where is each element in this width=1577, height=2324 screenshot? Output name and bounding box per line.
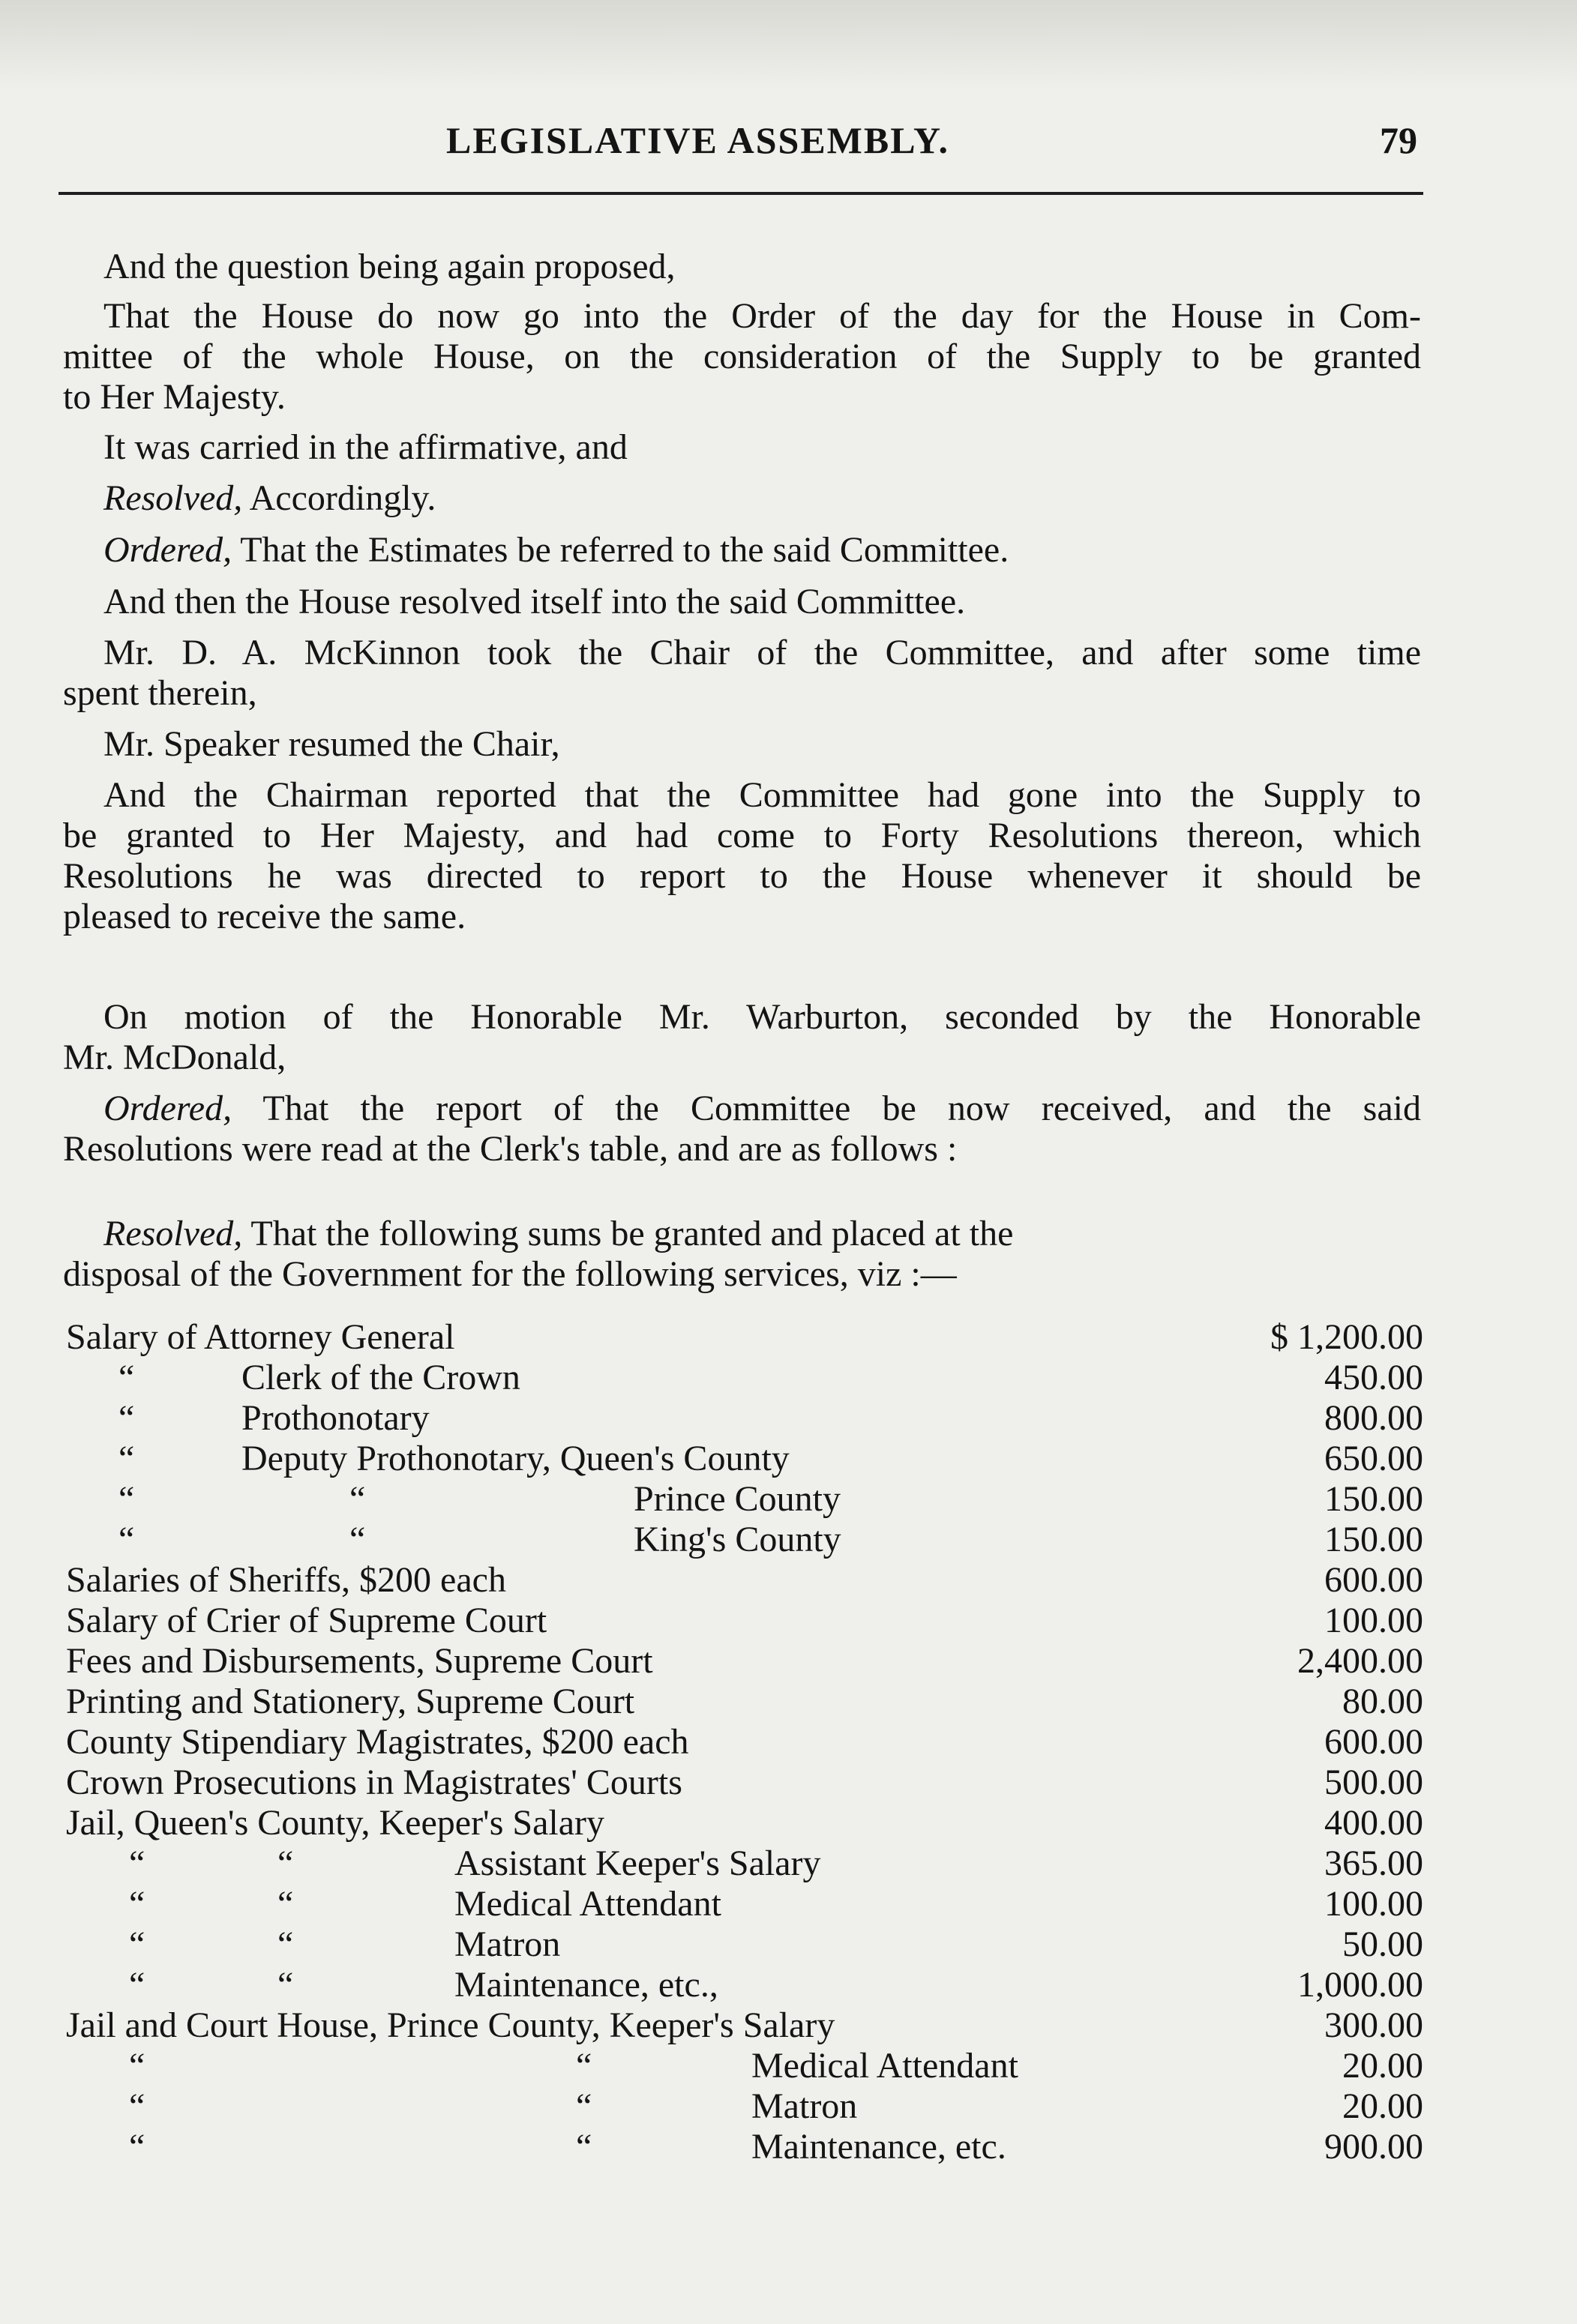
schedule-row: [0, 1643, 1577, 1684]
schedule-row: [0, 1522, 1577, 1562]
ditto-mark: “: [129, 2127, 145, 2167]
schedule-row: [0, 1967, 1577, 2008]
ordered-label: Ordered,: [103, 530, 232, 570]
schedule-amount: 900.00: [1324, 2127, 1423, 2167]
paragraph-motion-warburton-line-1: On motion of the Honorable Mr. Warburton, seconded by the Honorable: [103, 997, 1421, 1037]
paragraph-speaker-resumed: Mr. Speaker resumed the Chair,: [103, 724, 560, 764]
paragraph-chair-line-2: spent therein,: [63, 673, 257, 713]
page-edge-grain: [0, 0, 1577, 90]
ditto-mark: “: [576, 2127, 592, 2167]
ditto-mark: “: [277, 1924, 294, 1964]
ditto-mark: “: [277, 1843, 294, 1883]
schedule-item: County Stipendiary Magistrates, $200 each: [66, 1722, 689, 1762]
schedule-item: Printing and Stationery, Supreme Court: [66, 1682, 635, 1721]
schedule-item: Jail, Queen's County, Keeper's Salary: [66, 1803, 605, 1843]
schedule-row: [0, 2086, 1577, 2129]
ditto-mark: “: [129, 1843, 145, 1883]
paragraph-question-proposed: And the question being again proposed,: [103, 247, 676, 286]
schedule-item: Salary of Attorney General: [66, 1317, 455, 1357]
ordered-text: That the Estimates be referred to the said Committee.: [232, 530, 1009, 570]
ditto-mark: “: [118, 1439, 135, 1478]
schedule-row: [0, 2005, 1577, 2048]
ditto-mark: “: [349, 1479, 366, 1519]
ditto-mark: “: [118, 1520, 135, 1559]
resolved-sums-text: That the following sums be granted and placed at the: [242, 1214, 1014, 1253]
schedule-amount: 365.00: [1324, 1843, 1423, 1883]
ordered-report-text: That the report of the Committee be now received, and the said: [232, 1089, 1421, 1128]
schedule-item: Prince County: [634, 1479, 841, 1519]
paragraph-ordered-estimates: [103, 532, 1009, 568]
ditto-mark: “: [576, 2046, 592, 2086]
schedule-amount: 2,400.00: [1297, 1641, 1423, 1681]
resolved-label: Resolved,: [103, 478, 243, 518]
schedule-amount: 100.00: [1324, 1884, 1423, 1924]
schedule-row: [0, 1762, 1577, 1805]
schedule-amount: 150.00: [1324, 1479, 1423, 1519]
schedule-amount: 20.00: [1342, 2086, 1423, 2126]
schedule-row: [0, 1805, 1577, 1846]
schedule-item: Matron: [751, 2086, 858, 2126]
schedule-amount: 450.00: [1324, 1358, 1423, 1397]
schedule-item: Crown Prosecutions in Magistrates' Courts: [66, 1762, 682, 1802]
ditto-mark: “: [129, 1924, 145, 1964]
schedule-amount: 300.00: [1324, 2005, 1423, 2045]
ditto-mark: “: [129, 1965, 145, 2005]
ditto-mark: “: [129, 2086, 145, 2126]
schedule-item: Prothonotary: [241, 1398, 430, 1438]
schedule-amount: 50.00: [1342, 1924, 1423, 1964]
schedule-row: [0, 1886, 1577, 1927]
ditto-mark: “: [576, 2086, 592, 2126]
page-number: 79: [1380, 119, 1417, 161]
ditto-mark: “: [118, 1479, 135, 1519]
schedule-amount: 600.00: [1324, 1560, 1423, 1600]
paragraph-report-line-3: Resolutions he was directed to report to the House whenever it should be: [63, 856, 1421, 896]
schedule-amount: 1,000.00: [1297, 1965, 1423, 2005]
paragraph-resolved-accordingly: [103, 478, 436, 518]
paragraph-report-line-2: be granted to Her Majesty, and had come to Forty Resolutions thereon, which: [63, 816, 1421, 855]
ditto-mark: “: [118, 1398, 135, 1438]
schedule-item: Salaries of Sheriffs, $200 each: [66, 1560, 506, 1600]
schedule-row: [0, 1603, 1577, 1643]
schedule-row: [0, 1562, 1577, 1603]
paragraph-resolved-sums-line-1: [103, 1216, 1013, 1252]
schedule-amount: 600.00: [1324, 1722, 1423, 1762]
paragraph-resolved-committee: And then the House resolved itself into the said Committee.: [103, 582, 966, 621]
schedule-item: Matron: [454, 1924, 561, 1964]
paragraph-ordered-report-line-1: [103, 1091, 1421, 1127]
running-header-title: LEGISLATIVE ASSEMBLY.: [446, 119, 950, 161]
paragraph-ordered-report-line-2: Resolutions were read at the Clerk's table, and are as follows :: [63, 1129, 958, 1169]
ditto-mark: “: [277, 1965, 294, 2005]
resolved-sums-label: Resolved,: [103, 1214, 243, 1253]
schedule-item: Clerk of the Crown: [241, 1358, 520, 1397]
paragraph-motion-warburton-line-2: Mr. McDonald,: [63, 1038, 286, 1077]
ditto-mark: “: [129, 2046, 145, 2086]
schedule-row: [0, 1400, 1577, 1441]
paragraph-chair-line-1: Mr. D. A. McKinnon took the Chair of the Committee, and after some time: [103, 633, 1421, 672]
schedule-amount: 650.00: [1324, 1439, 1423, 1478]
schedule-item: Maintenance, etc.: [751, 2127, 1006, 2167]
paragraph-motion-line-2: mittee of the whole House, on the consideration of the Supply to be granted: [63, 337, 1421, 376]
ordered-report-label: Ordered,: [103, 1089, 232, 1128]
paragraph-motion-line-3: to Her Majesty.: [63, 377, 286, 417]
schedule-amount: $ 1,200.00: [1270, 1317, 1423, 1357]
ditto-mark: “: [118, 1358, 135, 1397]
schedule-amount: 500.00: [1324, 1762, 1423, 1802]
schedule-row: [0, 1684, 1577, 1724]
schedule-item: Salary of Crier of Supreme Court: [66, 1601, 547, 1640]
schedule-row: [0, 2048, 1577, 2089]
schedule-item: Fees and Disbursements, Supreme Court: [66, 1641, 653, 1681]
schedule-amount: 100.00: [1324, 1601, 1423, 1640]
schedule-row: [0, 2129, 1577, 2170]
schedule-item: Deputy Prothonotary, Queen's County: [241, 1439, 790, 1478]
paragraph-report-line-4: pleased to receive the same.: [63, 897, 466, 936]
schedule-amount: 400.00: [1324, 1803, 1423, 1843]
ditto-mark: “: [349, 1520, 366, 1559]
schedule-row: [0, 1360, 1577, 1400]
schedule-amount: 150.00: [1324, 1520, 1423, 1559]
schedule-row: [0, 1843, 1577, 1886]
schedule-amount: 80.00: [1342, 1682, 1423, 1721]
schedule-amount: 800.00: [1324, 1398, 1423, 1438]
paragraph-resolved-sums-line-2: disposal of the Government for the following services, viz :—: [63, 1254, 957, 1294]
schedule-row: [0, 1481, 1577, 1522]
schedule-item: Jail and Court House, Prince County, Keeper's Salary: [66, 2005, 835, 2045]
schedule-row: [0, 1924, 1577, 1967]
paragraph-carried: It was carried in the affirmative, and: [103, 427, 628, 467]
schedule-row: [0, 1319, 1577, 1360]
ditto-mark: “: [129, 1884, 145, 1924]
schedule-row: [0, 1724, 1577, 1765]
resolved-text: Accordingly.: [242, 478, 436, 518]
schedule-row: [0, 1441, 1577, 1481]
schedule-item: King's County: [634, 1520, 841, 1559]
schedule-item: Maintenance, etc.,: [454, 1965, 718, 2005]
schedule-item: Medical Attendant: [454, 1884, 721, 1924]
header-rule: [58, 192, 1423, 195]
schedule-item: Assistant Keeper's Salary: [454, 1843, 821, 1883]
schedule-amount: 20.00: [1342, 2046, 1423, 2086]
ditto-mark: “: [277, 1884, 294, 1924]
paragraph-motion-line-1: That the House do now go into the Order of the day for the House in Com-: [103, 296, 1421, 336]
schedule-item: Medical Attendant: [751, 2046, 1018, 2086]
paragraph-report-line-1: And the Chairman reported that the Committee had gone into the Supply to: [103, 775, 1421, 815]
